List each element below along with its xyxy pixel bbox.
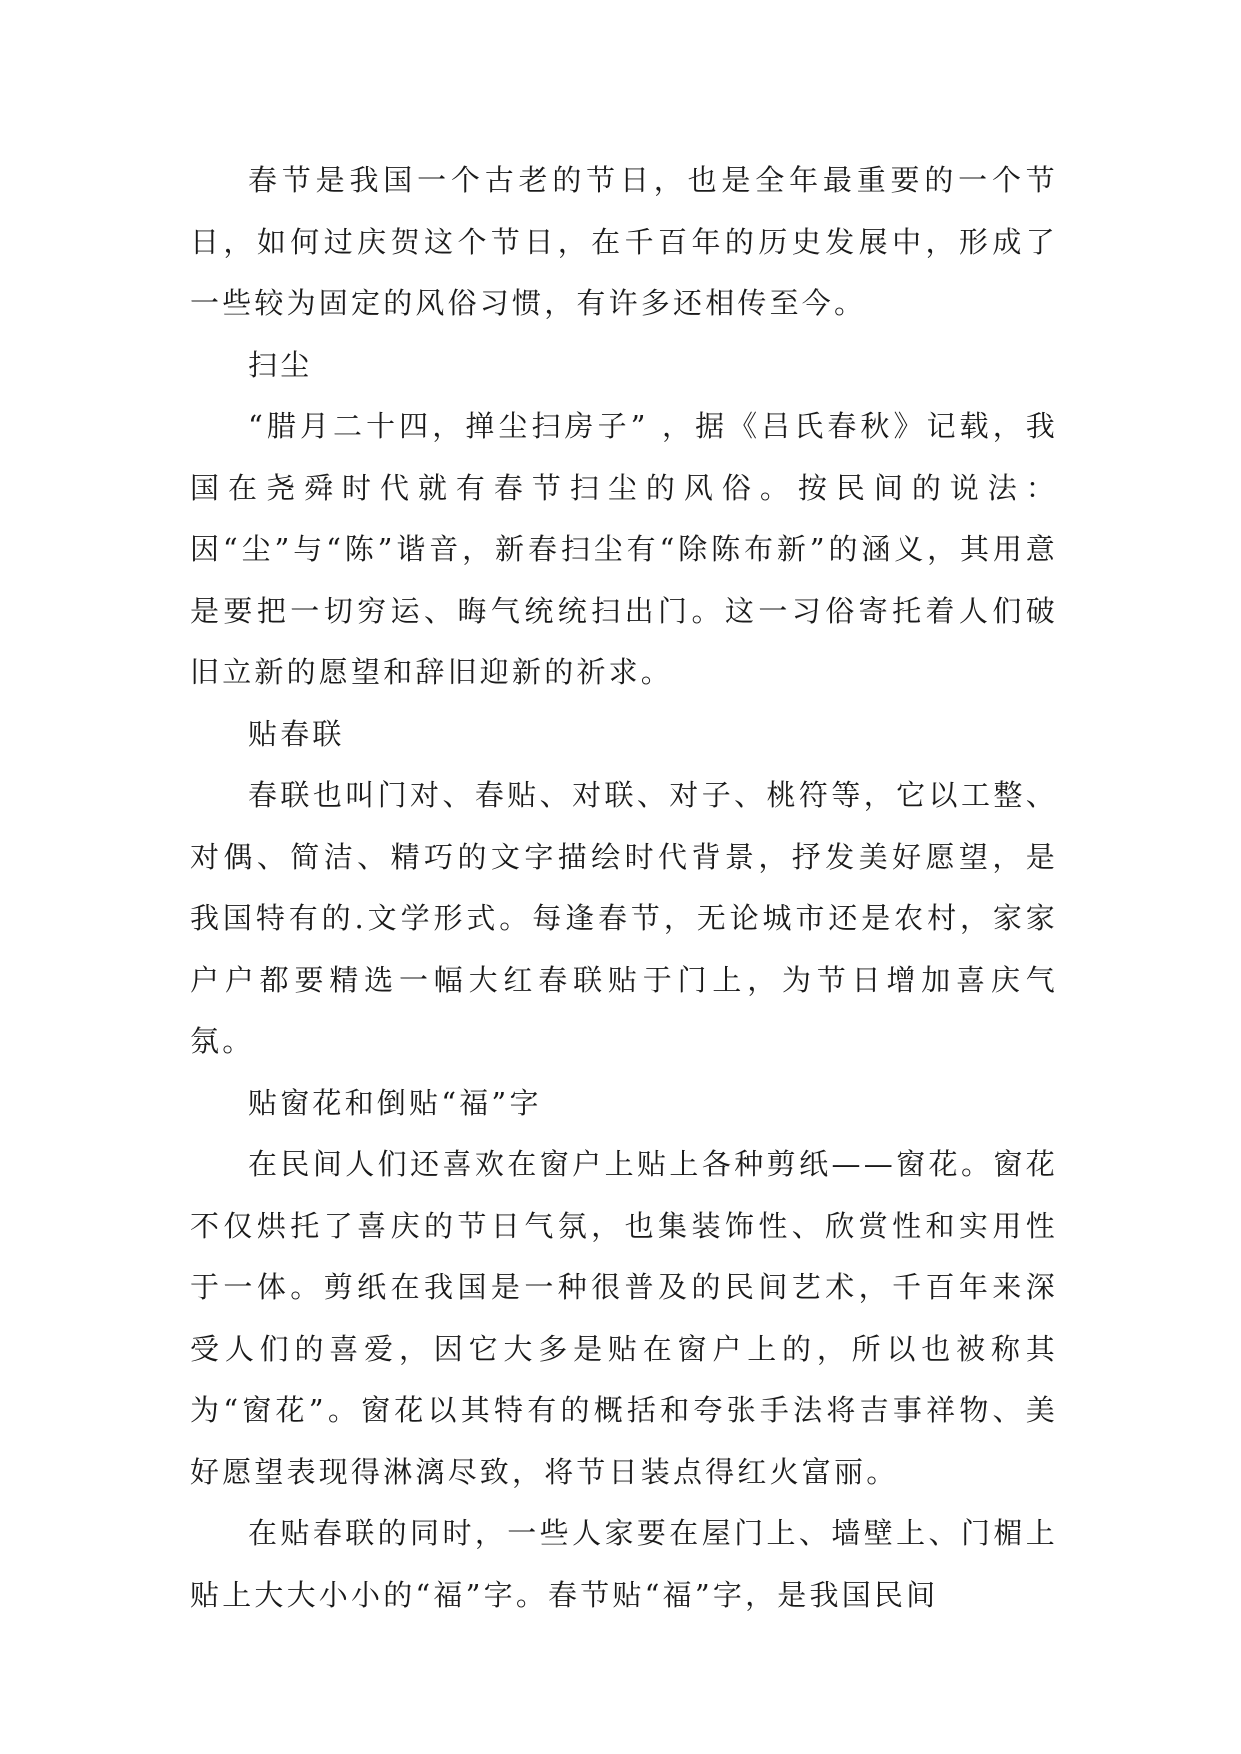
paragraph-spring-couplets: 春联也叫门对、春贴、对联、对子、桃符等，它以工整、对偶、简洁、精巧的文字描绘时代背景，抒发美好愿望，是我国特有的.文学形式。每逢春节，无论城市还是农村，家家户户都要精选一幅大红春联贴于门上，为节日增加喜庆气氛。 [190, 778, 1058, 1058]
paragraph-fu-character: 在贴春联的同时，一些人家要在屋门上、墙壁上、门楣上贴上大大小小的“福”字。春节贴“福”字，是我国民间 [190, 1516, 1058, 1612]
heading-window-flowers: 贴窗花和倒贴“福”字 [248, 1085, 542, 1120]
paragraph-sweeping-dust: “腊月二十四，掸尘扫房子” ，据《吕氏春秋》记载，我国在尧舜时代就有春节扫尘的风俗。按民间的说法：因“尘”与“陈”谐音，新春扫尘有“除陈布新”的涵义，其用意是要把一切穷运、晦气统统扫出门。这一习俗寄托着人们破旧立新的愿望和辞旧迎新的祈求。 [190, 409, 1058, 689]
paragraph-window-flowers: 在民间人们还喜欢在窗户上贴上各种剪纸——窗花。窗花不仅烘托了喜庆的节日气氛，也集装饰性、欣赏性和实用性于一体。剪纸在我国是一种很普及的民间艺术，千百年来深受人们的喜爱，因它大多是贴在窗户上的，所以也被称其为“窗花”。窗花以其特有的概括和夸张手法将吉事祥物、美好愿望表现得淋漓尽致，将节日装点得红火富丽。 [190, 1147, 1058, 1489]
heading-sweeping-dust: 扫尘 [248, 347, 313, 382]
document-page [190, 150, 1058, 1626]
heading-spring-couplets: 贴春联 [248, 716, 345, 751]
paragraph-intro: 春节是我国一个古老的节日，也是全年最重要的一个节日，如何过庆贺这个节日，在千百年的历史发展中，形成了一些较为固定的风俗习惯，有许多还相传至今。 [190, 163, 1058, 320]
